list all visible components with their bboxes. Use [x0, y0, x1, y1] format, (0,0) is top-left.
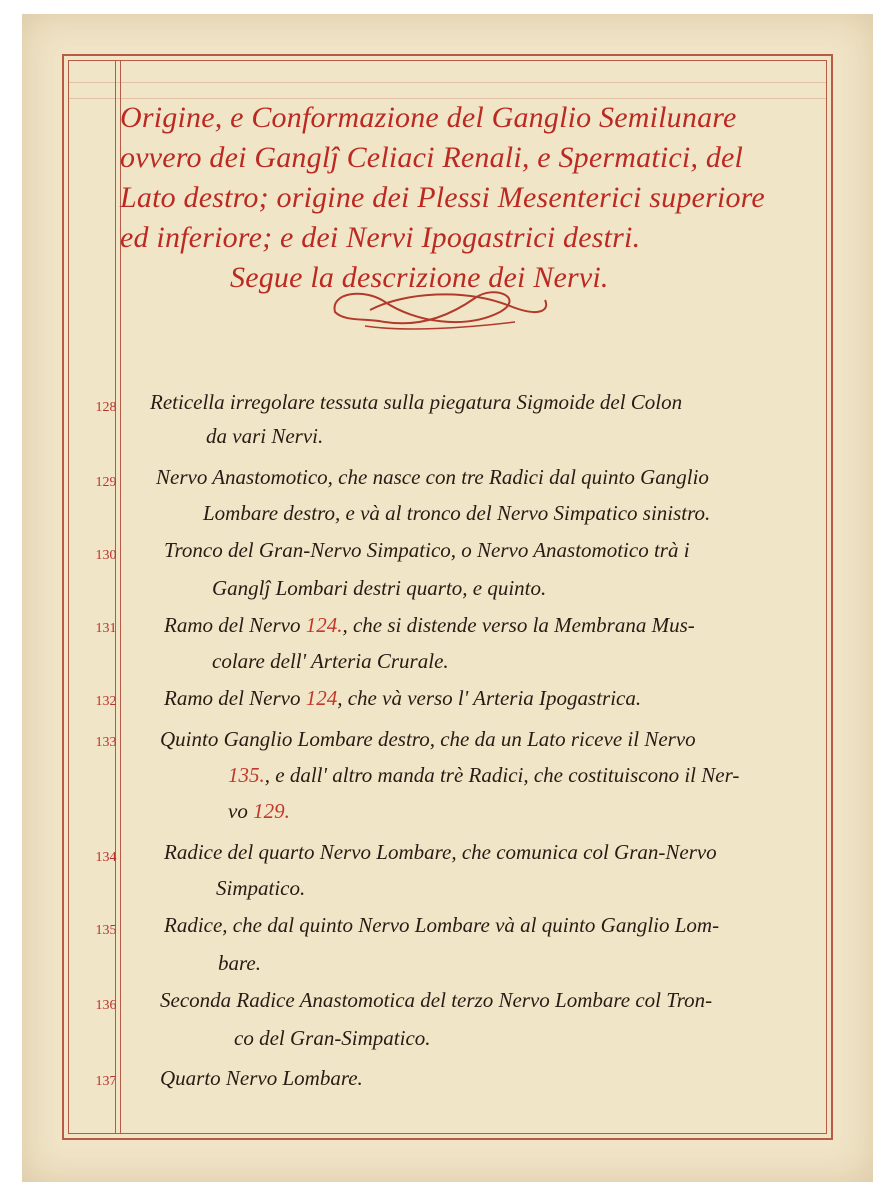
entry-number: 135 [95, 923, 117, 938]
entry-text-part: vo [228, 799, 254, 823]
entry-text: colare dell' Arteria Crurale. [212, 649, 449, 673]
entry-number: 131 [95, 621, 117, 636]
entry-text: bare. [218, 951, 261, 975]
entry-text: Radice del quarto Nervo Lombare, che comunica col Gran-Nervo [164, 840, 717, 864]
entry-number: 134 [95, 850, 117, 865]
frame-rule [68, 60, 69, 1134]
nerve-reference: 124 [305, 686, 338, 710]
entry-text: Tronco del Gran-Nervo Simpatico, o Nervo Anastomotico trà i [164, 538, 690, 562]
frame-rule [68, 1133, 827, 1134]
margin-rule [115, 60, 116, 1134]
entry-number: 129 [95, 475, 117, 490]
entry-text: da vari Nervi. [206, 424, 324, 448]
nerve-reference: 135. [228, 763, 265, 787]
nerve-reference: 124. [305, 613, 343, 637]
entry-number: 128 [95, 400, 117, 415]
frame-rule [68, 60, 827, 61]
entry-text: Radice, che dal quinto Nervo Lombare và al quinto Ganglio Lom- [164, 913, 720, 937]
frame-rule [62, 1138, 833, 1140]
heading-line: Origine, e Conformazione del Ganglio Semilunare [120, 101, 737, 134]
entry-text: Simpatico. [216, 876, 306, 900]
entry-text-part: , che si distende verso la Membrana Mus- [342, 613, 695, 637]
frame-rule [62, 54, 64, 1140]
guide-line [68, 82, 827, 83]
nerve-reference: 129. [253, 799, 290, 823]
heading-line: ovvero dei Ganglĵ Celiaci Renali, e Spermatici, del [120, 141, 744, 174]
frame-rule [831, 54, 833, 1140]
entry-text: Seconda Radice Anastomotica del terzo Nervo Lombare col Tron- [160, 988, 713, 1012]
entry-text: Quinto Ganglio Lombare destro, che da un Lato riceve il Nervo [160, 727, 696, 751]
calligraphic-flourish-icon [325, 282, 555, 338]
heading-line: Lato destro; origine dei Plessi Mesenterici superiore [120, 181, 765, 214]
entry-number: 136 [95, 998, 117, 1013]
entry-text-part: , e dall' altro manda trè Radici, che costituiscono il Ner- [264, 763, 740, 787]
entry-text: Quarto Nervo Lombare. [160, 1066, 363, 1090]
entry-number: 133 [95, 735, 117, 750]
entry-number: 137 [95, 1074, 117, 1089]
entry-text [164, 686, 641, 711]
entry-text-part: Ramo del Nervo [164, 613, 306, 637]
entry-text-part: , che và verso l' Arteria Ipogastrica. [337, 686, 642, 710]
frame-rule [826, 60, 827, 1134]
entry-text [228, 763, 739, 788]
entry-text [228, 799, 290, 824]
entry-text-part: Ramo del Nervo [164, 686, 306, 710]
entry-text: Ganglĵ Lombari destri quarto, e quinto. [212, 576, 547, 600]
heading-subtitle: Segue la descrizione dei Nervi. [230, 261, 609, 294]
entry-text: Lombare destro, e và al tronco del Nervo Simpatico sinistro. [203, 501, 711, 525]
heading-line: ed inferiore; e dei Nervi Ipogastrici destri. [120, 221, 641, 254]
entry-text: co del Gran-Simpatico. [234, 1026, 431, 1050]
heading [120, 98, 820, 298]
entry-number: 130 [95, 548, 117, 563]
entry-text: Nervo Anastomotico, che nasce con tre Radici dal quinto Ganglio [156, 465, 709, 489]
entry-text: Reticella irregolare tessuta sulla piegatura Sigmoide del Colon [150, 390, 683, 414]
frame-rule [62, 54, 833, 56]
entry-text [164, 613, 695, 638]
entry-number: 132 [95, 694, 117, 709]
